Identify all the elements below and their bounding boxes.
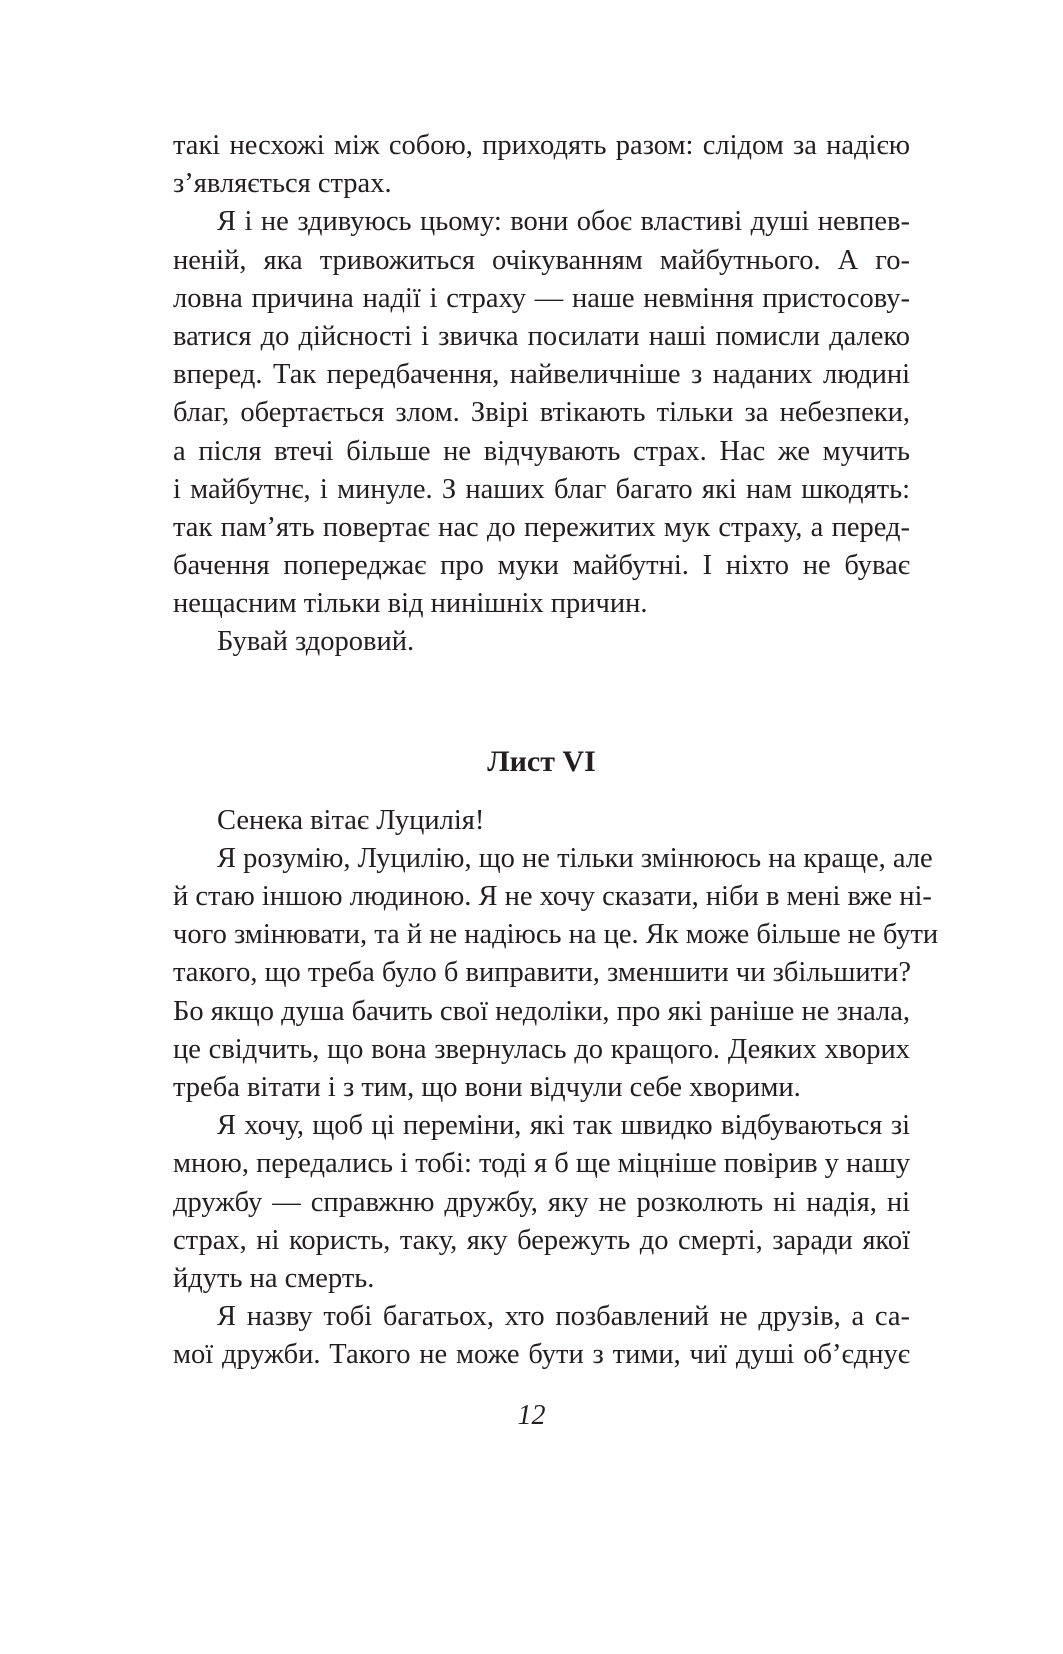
text-line: Бувай здоровий. — [217, 626, 415, 658]
text-line: дружбу — справжню дружбу, яку не розколють ні надія, ні — [173, 1186, 910, 1218]
text-line: нещасним тільки від нинішніх причин. — [173, 588, 648, 620]
paragraph — [173, 840, 939, 1107]
paragraph — [173, 127, 910, 203]
text-line: і майбутнє, і минуле. З наших благ багато які нам шкодять: — [173, 473, 910, 505]
text-block-top — [173, 127, 910, 662]
text-block-bottom — [173, 802, 939, 1375]
text-line: Я назву тобі багатьох, хто позбавлений не друзів, а са- — [217, 1301, 910, 1333]
text-line: ловна причина надії і страху — наше невміння пристосову- — [173, 282, 910, 314]
text-line: треба вітати і з тим, що вони відчули себе хворими. — [173, 1071, 801, 1103]
page-number: 12 — [517, 1400, 546, 1431]
text-line: вперед. Так передбачення, найвеличніше з наданих людині — [173, 359, 910, 391]
text-line: ватися до дійсності і звичка посилати наші помисли далеко — [173, 320, 910, 352]
text-line: страх, ні користь, таку, яку бережуть до смерті, заради якої — [173, 1224, 910, 1256]
text-line: мої дружби. Такого не може бути з тими, чиї душі об’єднує — [173, 1339, 910, 1371]
text-line: так пам’ять повертає нас до пережитих мук страху, а перед- — [173, 511, 910, 543]
text-line: бачення попереджає про муки майбутні. І ніхто не буває — [173, 550, 910, 582]
text-line: Бо якщо душа бачить свої недоліки, про які раніше не знала, — [173, 995, 910, 1027]
paragraph — [173, 1107, 910, 1298]
paragraph — [173, 1298, 910, 1374]
text-line: й стаю іншою людиною. Я не хочу сказати, ніби в мені вже ні- — [173, 881, 932, 912]
paragraph — [173, 623, 910, 661]
text-line: чого змінювати, та й не надіюсь на це. Як може більше не бути — [173, 919, 939, 951]
text-line: неній, яка тривожиться очікуванням майбутнього. А го- — [173, 244, 910, 276]
text-line: Я і не здивуюсь цьому: вони обоє властиві душі невпев- — [217, 206, 910, 238]
text-line: такого, що треба було б виправити, зменшити чи збільшити? — [173, 957, 912, 989]
text-line: з’являється страх. — [173, 168, 392, 200]
text-line: Сенека вітає Луцилія! — [217, 804, 485, 836]
text-line: а після втечі більше не відчувають страх. Нас же мучить — [173, 435, 910, 467]
paragraph — [173, 203, 910, 623]
text-line: мною, передались і тобі: тоді я б ще міцніше повірив у нашу — [173, 1148, 911, 1180]
chapter-title: Лист VI — [487, 744, 596, 778]
text-line: такі несхожі між собою, приходять разом: слідом за надією — [173, 130, 910, 161]
paragraph — [173, 802, 910, 840]
text-line: благ, обертається злом. Звірі втікають тільки за небезпеки, — [173, 397, 910, 429]
book-page — [173, 127, 939, 1374]
text-line: Я хочу, щоб ці переміни, які так швидко відбуваються зі — [217, 1110, 910, 1142]
text-line: йдуть на смерть. — [173, 1262, 375, 1294]
text-line: Я розумію, Луцилію, що не тільки змінююсь на краще, але — [217, 842, 933, 874]
text-line: це свідчить, що вона звернулась до кращого. Деяких хворих — [173, 1033, 910, 1065]
